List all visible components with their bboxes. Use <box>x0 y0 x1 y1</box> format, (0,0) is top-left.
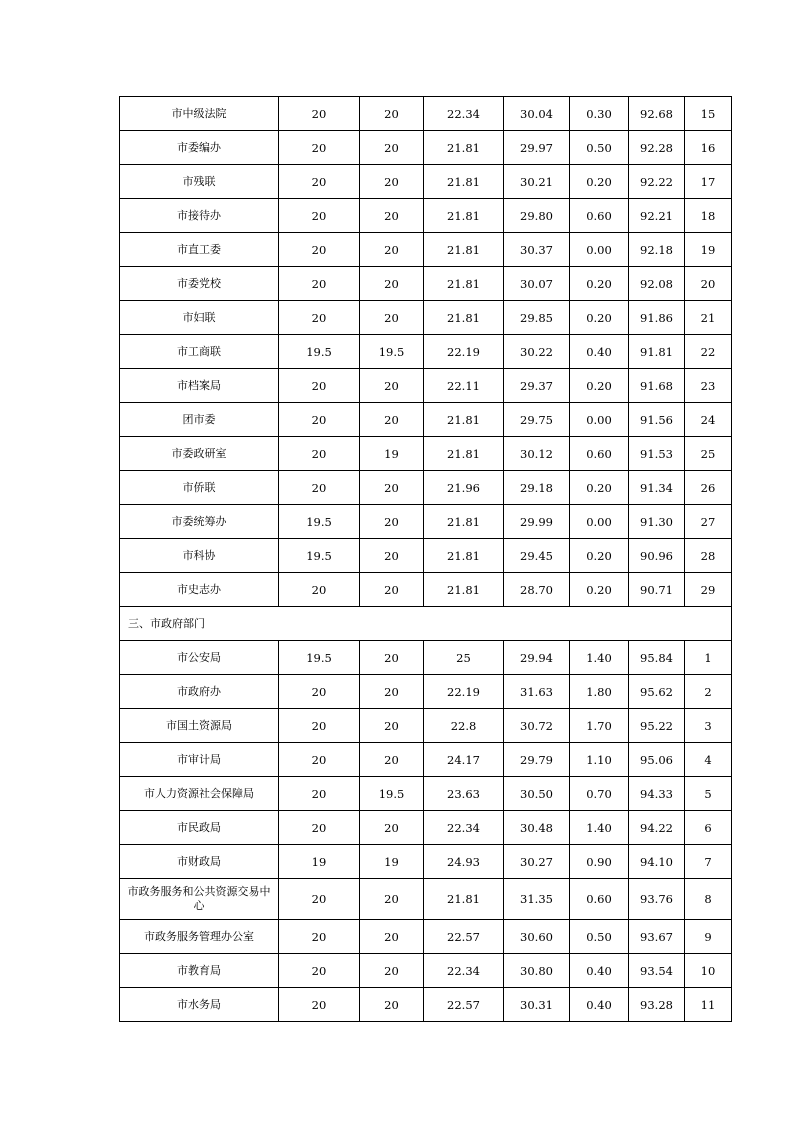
total-score-cell: 93.54 <box>629 954 685 988</box>
dept-name-cell: 市教育局 <box>120 954 279 988</box>
total-score-cell: 90.96 <box>629 539 685 573</box>
score-5-cell: 1.70 <box>570 709 629 743</box>
score-2-cell: 20 <box>360 199 424 233</box>
dept-name-cell: 团市委 <box>120 403 279 437</box>
score-4-cell: 29.80 <box>504 199 570 233</box>
score-5-cell: 0.00 <box>570 505 629 539</box>
rank-cell: 24 <box>685 403 732 437</box>
total-score-cell: 91.68 <box>629 369 685 403</box>
score-5-cell: 0.60 <box>570 199 629 233</box>
table-row <box>120 131 732 165</box>
total-score-cell: 93.76 <box>629 879 685 920</box>
rank-cell: 6 <box>685 811 732 845</box>
score-4-cell: 30.48 <box>504 811 570 845</box>
score-3-cell: 21.96 <box>424 471 504 505</box>
score-3-cell: 21.81 <box>424 199 504 233</box>
table-row <box>120 845 732 879</box>
score-5-cell: 0.70 <box>570 777 629 811</box>
score-5-cell: 1.10 <box>570 743 629 777</box>
score-4-cell: 29.37 <box>504 369 570 403</box>
score-3-cell: 22.8 <box>424 709 504 743</box>
dept-name-cell: 市政务服务和公共资源交易中心 <box>120 879 279 920</box>
score-3-cell: 21.81 <box>424 403 504 437</box>
total-score-cell: 92.28 <box>629 131 685 165</box>
dept-name-cell: 市妇联 <box>120 301 279 335</box>
score-5-cell: 1.40 <box>570 811 629 845</box>
rank-cell: 1 <box>685 641 732 675</box>
total-score-cell: 92.18 <box>629 233 685 267</box>
table-row <box>120 199 732 233</box>
table-row <box>120 777 732 811</box>
score-2-cell: 20 <box>360 879 424 920</box>
dept-name-cell: 市政府办 <box>120 675 279 709</box>
total-score-cell: 91.56 <box>629 403 685 437</box>
total-score-cell: 92.08 <box>629 267 685 301</box>
total-score-cell: 92.22 <box>629 165 685 199</box>
table-row <box>120 879 732 920</box>
score-2-cell: 19.5 <box>360 335 424 369</box>
table-row <box>120 505 732 539</box>
score-3-cell: 22.34 <box>424 97 504 131</box>
score-2-cell: 20 <box>360 641 424 675</box>
table-row <box>120 675 732 709</box>
dept-name-cell: 市接待办 <box>120 199 279 233</box>
score-3-cell: 21.81 <box>424 437 504 471</box>
rank-cell: 10 <box>685 954 732 988</box>
score-4-cell: 30.60 <box>504 920 570 954</box>
score-2-cell: 20 <box>360 165 424 199</box>
dept-name-cell: 市人力资源社会保障局 <box>120 777 279 811</box>
table-row <box>120 403 732 437</box>
rank-cell: 9 <box>685 920 732 954</box>
dept-name-cell: 市侨联 <box>120 471 279 505</box>
table-row <box>120 573 732 607</box>
score-1-cell: 20 <box>279 131 360 165</box>
score-4-cell: 28.70 <box>504 573 570 607</box>
table-row <box>120 233 732 267</box>
score-4-cell: 30.21 <box>504 165 570 199</box>
table-row <box>120 335 732 369</box>
score-3-cell: 23.63 <box>424 777 504 811</box>
score-5-cell: 0.40 <box>570 335 629 369</box>
dept-name-cell: 市审计局 <box>120 743 279 777</box>
score-2-cell: 20 <box>360 675 424 709</box>
score-2-cell: 19 <box>360 437 424 471</box>
rank-cell: 3 <box>685 709 732 743</box>
table-row <box>120 267 732 301</box>
total-score-cell: 95.62 <box>629 675 685 709</box>
total-score-cell: 91.86 <box>629 301 685 335</box>
score-4-cell: 29.18 <box>504 471 570 505</box>
score-3-cell: 22.57 <box>424 988 504 1022</box>
total-score-cell: 91.34 <box>629 471 685 505</box>
rank-cell: 4 <box>685 743 732 777</box>
total-score-cell: 93.28 <box>629 988 685 1022</box>
score-1-cell: 19 <box>279 845 360 879</box>
score-1-cell: 20 <box>279 709 360 743</box>
rank-cell: 20 <box>685 267 732 301</box>
score-3-cell: 21.81 <box>424 879 504 920</box>
score-2-cell: 20 <box>360 505 424 539</box>
table-row <box>120 641 732 675</box>
score-5-cell: 0.20 <box>570 471 629 505</box>
score-4-cell: 30.07 <box>504 267 570 301</box>
score-1-cell: 20 <box>279 233 360 267</box>
score-5-cell: 0.40 <box>570 954 629 988</box>
score-5-cell: 0.20 <box>570 267 629 301</box>
score-5-cell: 0.20 <box>570 539 629 573</box>
dept-name-cell: 市工商联 <box>120 335 279 369</box>
table-row <box>120 539 732 573</box>
rank-cell: 28 <box>685 539 732 573</box>
score-1-cell: 20 <box>279 97 360 131</box>
score-2-cell: 20 <box>360 743 424 777</box>
score-4-cell: 30.22 <box>504 335 570 369</box>
total-score-cell: 94.22 <box>629 811 685 845</box>
score-2-cell: 20 <box>360 539 424 573</box>
table-row <box>120 301 732 335</box>
score-1-cell: 20 <box>279 811 360 845</box>
score-1-cell: 20 <box>279 988 360 1022</box>
score-4-cell: 29.97 <box>504 131 570 165</box>
total-score-cell: 95.22 <box>629 709 685 743</box>
total-score-cell: 91.53 <box>629 437 685 471</box>
score-1-cell: 20 <box>279 267 360 301</box>
table-row <box>120 954 732 988</box>
table-row <box>120 471 732 505</box>
score-3-cell: 21.81 <box>424 573 504 607</box>
score-1-cell: 19.5 <box>279 539 360 573</box>
score-3-cell: 24.93 <box>424 845 504 879</box>
score-5-cell: 0.00 <box>570 233 629 267</box>
section-row <box>120 607 732 641</box>
rank-cell: 7 <box>685 845 732 879</box>
score-4-cell: 30.31 <box>504 988 570 1022</box>
total-score-cell: 94.33 <box>629 777 685 811</box>
rank-cell: 26 <box>685 471 732 505</box>
dept-name-cell: 市史志办 <box>120 573 279 607</box>
table-row <box>120 97 732 131</box>
score-1-cell: 20 <box>279 675 360 709</box>
score-table <box>119 96 732 1022</box>
score-1-cell: 20 <box>279 199 360 233</box>
score-2-cell: 20 <box>360 369 424 403</box>
score-2-cell: 20 <box>360 131 424 165</box>
score-2-cell: 20 <box>360 988 424 1022</box>
rank-cell: 2 <box>685 675 732 709</box>
rank-cell: 29 <box>685 573 732 607</box>
rank-cell: 21 <box>685 301 732 335</box>
score-1-cell: 20 <box>279 920 360 954</box>
score-4-cell: 29.94 <box>504 641 570 675</box>
score-4-cell: 30.80 <box>504 954 570 988</box>
score-4-cell: 30.72 <box>504 709 570 743</box>
score-1-cell: 20 <box>279 369 360 403</box>
table-row <box>120 920 732 954</box>
score-1-cell: 20 <box>279 437 360 471</box>
score-1-cell: 20 <box>279 777 360 811</box>
score-3-cell: 22.11 <box>424 369 504 403</box>
total-score-cell: 95.06 <box>629 743 685 777</box>
dept-name-cell: 市政务服务管理办公室 <box>120 920 279 954</box>
table-row <box>120 988 732 1022</box>
table-row <box>120 165 732 199</box>
score-4-cell: 30.04 <box>504 97 570 131</box>
score-4-cell: 30.50 <box>504 777 570 811</box>
table-row <box>120 743 732 777</box>
score-3-cell: 25 <box>424 641 504 675</box>
score-4-cell: 29.75 <box>504 403 570 437</box>
part2-body <box>120 641 732 1022</box>
score-3-cell: 21.81 <box>424 301 504 335</box>
score-5-cell: 0.20 <box>570 573 629 607</box>
total-score-cell: 91.81 <box>629 335 685 369</box>
score-1-cell: 20 <box>279 573 360 607</box>
dept-name-cell: 市公安局 <box>120 641 279 675</box>
score-4-cell: 31.63 <box>504 675 570 709</box>
score-2-cell: 20 <box>360 267 424 301</box>
score-3-cell: 22.19 <box>424 335 504 369</box>
total-score-cell: 92.21 <box>629 199 685 233</box>
rank-cell: 25 <box>685 437 732 471</box>
dept-name-cell: 市委统筹办 <box>120 505 279 539</box>
rank-cell: 8 <box>685 879 732 920</box>
table-row <box>120 369 732 403</box>
score-3-cell: 22.57 <box>424 920 504 954</box>
score-5-cell: 0.60 <box>570 437 629 471</box>
score-1-cell: 20 <box>279 471 360 505</box>
dept-name-cell: 市委政研室 <box>120 437 279 471</box>
score-5-cell: 0.20 <box>570 301 629 335</box>
score-5-cell: 0.50 <box>570 131 629 165</box>
rank-cell: 27 <box>685 505 732 539</box>
table-row <box>120 437 732 471</box>
score-3-cell: 22.34 <box>424 811 504 845</box>
rank-cell: 16 <box>685 131 732 165</box>
total-score-cell: 95.84 <box>629 641 685 675</box>
rank-cell: 23 <box>685 369 732 403</box>
rank-cell: 5 <box>685 777 732 811</box>
score-5-cell: 0.00 <box>570 403 629 437</box>
dept-name-cell: 市国土资源局 <box>120 709 279 743</box>
section-label: 三、市政府部门 <box>120 607 732 641</box>
dept-name-cell: 市财政局 <box>120 845 279 879</box>
total-score-cell: 92.68 <box>629 97 685 131</box>
score-2-cell: 20 <box>360 709 424 743</box>
dept-name-cell: 市委编办 <box>120 131 279 165</box>
score-1-cell: 20 <box>279 743 360 777</box>
score-3-cell: 21.81 <box>424 505 504 539</box>
score-1-cell: 20 <box>279 301 360 335</box>
total-score-cell: 91.30 <box>629 505 685 539</box>
dept-name-cell: 市委党校 <box>120 267 279 301</box>
total-score-cell: 90.71 <box>629 573 685 607</box>
score-2-cell: 20 <box>360 403 424 437</box>
rank-cell: 15 <box>685 97 732 131</box>
score-3-cell: 22.19 <box>424 675 504 709</box>
score-1-cell: 20 <box>279 165 360 199</box>
score-2-cell: 20 <box>360 97 424 131</box>
part1-body <box>120 97 732 607</box>
score-3-cell: 22.34 <box>424 954 504 988</box>
score-1-cell: 20 <box>279 879 360 920</box>
score-5-cell: 1.40 <box>570 641 629 675</box>
score-2-cell: 19 <box>360 845 424 879</box>
dept-name-cell: 市中级法院 <box>120 97 279 131</box>
score-2-cell: 19.5 <box>360 777 424 811</box>
score-3-cell: 21.81 <box>424 539 504 573</box>
dept-name-cell: 市民政局 <box>120 811 279 845</box>
total-score-cell: 93.67 <box>629 920 685 954</box>
score-2-cell: 20 <box>360 954 424 988</box>
score-4-cell: 29.79 <box>504 743 570 777</box>
score-3-cell: 21.81 <box>424 233 504 267</box>
score-1-cell: 19.5 <box>279 505 360 539</box>
score-1-cell: 19.5 <box>279 641 360 675</box>
score-1-cell: 19.5 <box>279 335 360 369</box>
score-1-cell: 20 <box>279 954 360 988</box>
score-5-cell: 0.20 <box>570 369 629 403</box>
rank-cell: 18 <box>685 199 732 233</box>
score-5-cell: 0.20 <box>570 165 629 199</box>
score-2-cell: 20 <box>360 573 424 607</box>
score-5-cell: 1.80 <box>570 675 629 709</box>
rank-cell: 11 <box>685 988 732 1022</box>
score-4-cell: 29.85 <box>504 301 570 335</box>
score-4-cell: 29.99 <box>504 505 570 539</box>
score-5-cell: 0.60 <box>570 879 629 920</box>
score-4-cell: 29.45 <box>504 539 570 573</box>
score-5-cell: 0.40 <box>570 988 629 1022</box>
score-4-cell: 30.12 <box>504 437 570 471</box>
score-2-cell: 20 <box>360 301 424 335</box>
dept-name-cell: 市档案局 <box>120 369 279 403</box>
dept-name-cell: 市科协 <box>120 539 279 573</box>
score-2-cell: 20 <box>360 233 424 267</box>
score-3-cell: 21.81 <box>424 165 504 199</box>
table-row <box>120 811 732 845</box>
score-5-cell: 0.50 <box>570 920 629 954</box>
score-4-cell: 31.35 <box>504 879 570 920</box>
dept-name-cell: 市水务局 <box>120 988 279 1022</box>
score-2-cell: 20 <box>360 920 424 954</box>
score-4-cell: 30.37 <box>504 233 570 267</box>
dept-name-cell: 市直工委 <box>120 233 279 267</box>
score-3-cell: 21.81 <box>424 267 504 301</box>
score-3-cell: 24.17 <box>424 743 504 777</box>
dept-name-cell: 市残联 <box>120 165 279 199</box>
score-2-cell: 20 <box>360 811 424 845</box>
table-row <box>120 709 732 743</box>
score-2-cell: 20 <box>360 471 424 505</box>
rank-cell: 17 <box>685 165 732 199</box>
total-score-cell: 94.10 <box>629 845 685 879</box>
section-body <box>120 607 732 641</box>
rank-cell: 22 <box>685 335 732 369</box>
score-5-cell: 0.90 <box>570 845 629 879</box>
rank-cell: 19 <box>685 233 732 267</box>
score-1-cell: 20 <box>279 403 360 437</box>
score-5-cell: 0.30 <box>570 97 629 131</box>
score-4-cell: 30.27 <box>504 845 570 879</box>
score-3-cell: 21.81 <box>424 131 504 165</box>
